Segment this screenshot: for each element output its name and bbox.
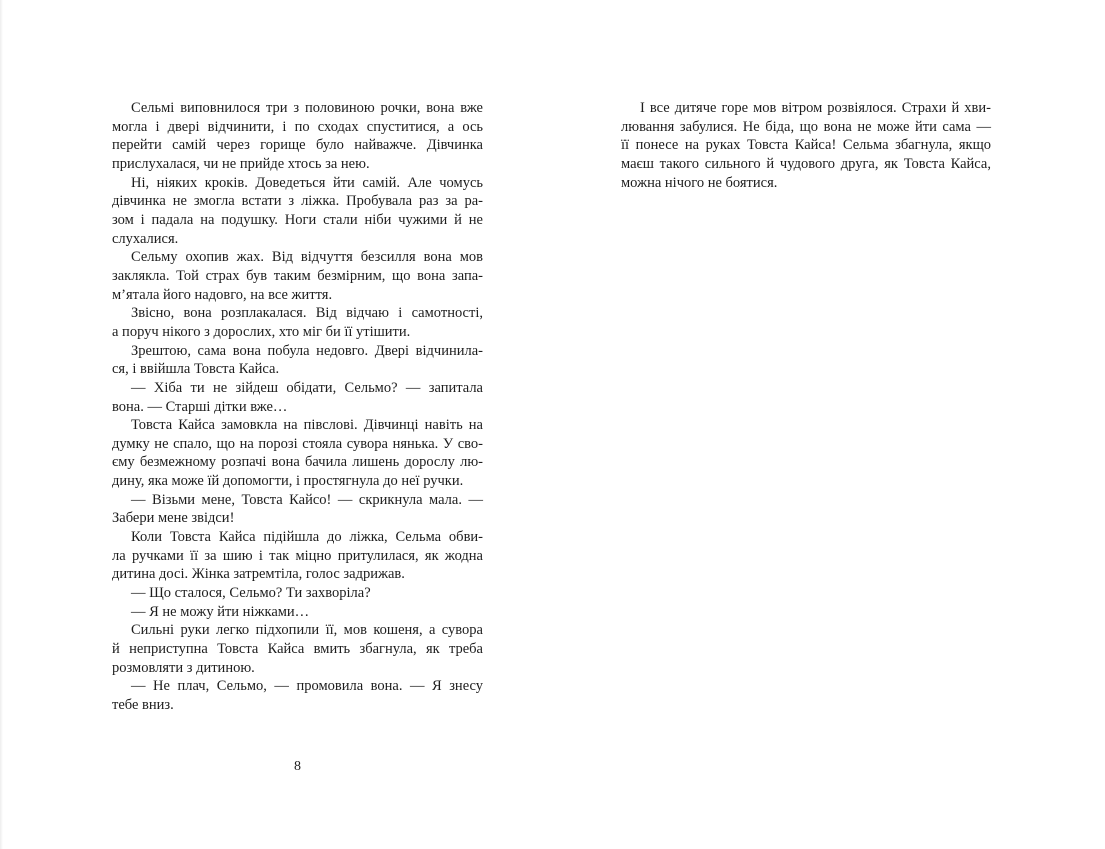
text-line: можна нічого не боятися. [621, 174, 778, 191]
text-line: а поруч нікого з дорослих, хто міг би її утішити. [112, 323, 411, 340]
text-line: Сельму охопив жах. Від відчуття безсилля вона мов [131, 249, 483, 266]
text-line: єму безмежному розпачі вона бачила лишень дорослу лю- [112, 454, 483, 471]
text-line: — Що сталося, Сельмо? Ти захворіла? [131, 585, 371, 602]
text-line: Забери мене звідси! [112, 510, 235, 527]
text-line: Коли Товста Кайса підійшла до ліжка, Сельма обви- [131, 529, 483, 546]
text-line: слухалися. [112, 230, 179, 247]
text-line: думку не спало, що на порозі стояла сувора нянька. У сво- [112, 435, 483, 452]
page-number: 8 [294, 759, 301, 774]
text-line: ся, і ввійшла Товста Кайса. [112, 361, 280, 378]
text-line: — Візьми мене, Товста Кайсо! — скрикнула мала. — [131, 491, 483, 508]
text-line: — Я не можу йти ніжками… [131, 603, 310, 620]
text-line: ла ручками її за шию і так міцно притулилася, як жодна [112, 547, 483, 564]
text-line: Ні, ніяких кроків. Доведеться йти самій. Але чомусь [131, 174, 483, 191]
text-line: Звісно, вона розплакалася. Від відчаю і самотності, [131, 305, 483, 322]
text-line: заклякла. Той страх був таким безмірним, що вона запа- [112, 267, 483, 284]
text-line: її понесе на руках Товста Кайса! Сельма збагнула, якщо [621, 137, 991, 154]
text-line: й неприступна Товста Кайса вмить збагнула, як треба [112, 641, 483, 658]
text-line: Сельмі виповнилося три з половиною рочки, вона вже [131, 100, 483, 116]
text-line: дівчинка не змогла встати з ліжка. Пробувала раз за ра- [112, 193, 483, 210]
text-line: тебе вниз. [112, 697, 174, 713]
text-line: — Не плач, Сельмо, — промовила вона. — Я знесу [131, 678, 483, 695]
text-line: могла і двері відчинити, і по сходах спуститися, а ось [112, 118, 483, 135]
text-line: м’ятала його надовго, на все життя. [112, 286, 333, 303]
text-line: вона. — Старші дітки вже… [112, 398, 288, 415]
text-line: — Хіба ти не зійдеш обідати, Сельмо? — запитала [131, 379, 483, 396]
text-line: Товста Кайса замовкла на півслові. Дівчинці навіть на [131, 417, 483, 434]
text-line: лювання забулися. Не біда, що вона не може йти сама — [621, 118, 991, 135]
text-line: маєш такого сильного й чудового друга, як Товста Кайса, [621, 155, 991, 172]
page-scan-edge [0, 0, 3, 849]
text-line: прислухалася, чи не прийде хтось за нею. [112, 155, 370, 172]
text-line: дитина досі. Жінка затремтіла, голос задрижав. [112, 566, 405, 583]
text-line: дину, яка може їй допомогти, і простягнула до неї ручки. [112, 473, 464, 490]
left-page-text [112, 99, 483, 715]
text-line: І все дитяче горе мов вітром розвіялося. Страхи й хви- [640, 100, 991, 116]
text-line: зом і падала на подушку. Ноги стали ніби чужими й не [112, 211, 483, 228]
text-line: розмовляти з дитиною. [112, 659, 255, 676]
right-page-text [621, 99, 991, 192]
text-line: перейти самій через горище було найважче. Дівчинка [112, 137, 483, 154]
text-line: Зрештою, сама вона побула недовго. Двері відчинила- [131, 342, 483, 359]
text-line: Сильні руки легко підхопили її, мов кошеня, а сувора [131, 622, 483, 639]
